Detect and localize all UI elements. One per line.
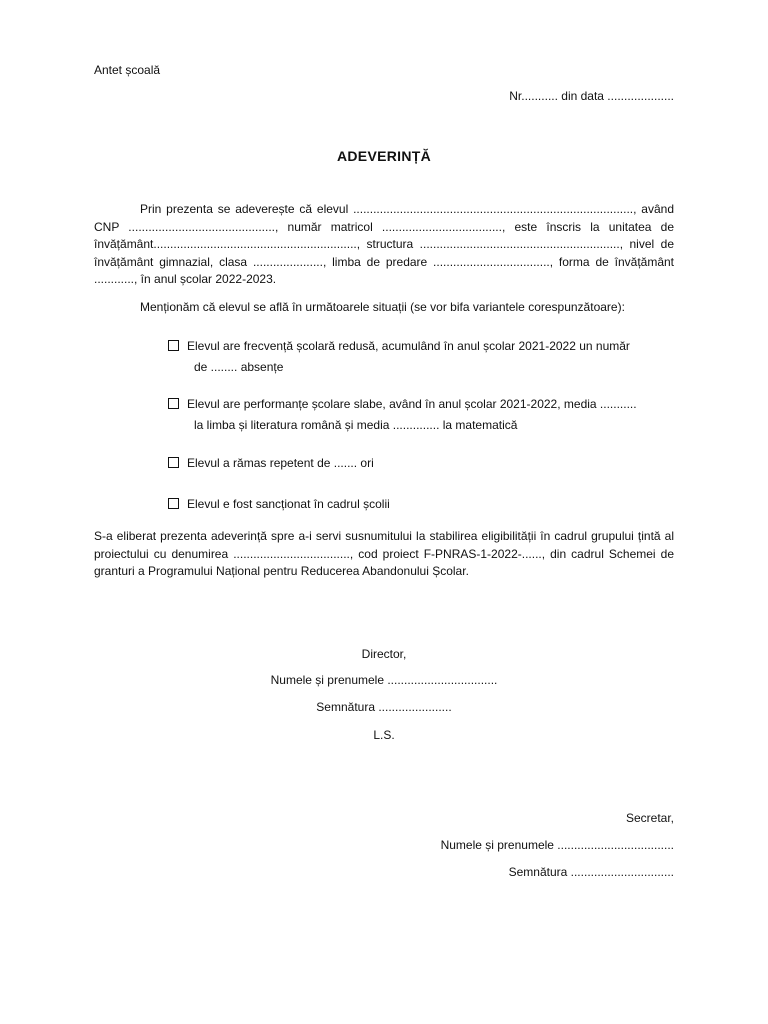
school-header: Antet școală	[94, 63, 161, 77]
checkbox-icon[interactable]	[168, 498, 179, 509]
director-title: Director,	[361, 647, 407, 661]
checkbox-label: Elevul a rămas repetent de ....... ori	[187, 456, 374, 470]
seal-placeholder: L.S.	[373, 728, 395, 742]
closing-paragraph: S-a eliberat prezenta adeverință spre a-i servi susnumitului la stabilirea eligibilității în cadrul grupului țintă al proiectului cu denumirea ..................................., cod proiect F-PNRAS-1-2022-......, din cadrul Schemei de granturi a Programului Național pentru Reducerea Abandonului Școlar.	[94, 529, 674, 578]
checkbox-icon[interactable]	[168, 457, 179, 468]
checkbox-label: Elevul are frecvență școlară redusă, acumulând în anul școlar 2021-2022 un număr	[187, 339, 630, 353]
director-signature-line: Semnătura ......................	[316, 700, 452, 714]
secretary-name-line: Numele și prenumele ...................................	[440, 838, 674, 852]
number-date-line: Nr........... din data ....................	[509, 89, 674, 103]
checkbox-icon[interactable]	[168, 398, 179, 409]
intro-paragraph: Prin prezenta se adeverește că elevul ...................................................................................., având CNP ............................................, număr matricol ...................................., este înscris la unitatea de învățământ............................................................., structura ............................................................, nivel de învățământ gimnazial, clasa ....................., limba de predare ..................................., forma de învățământ ............, în anul școlar 2022-2023.	[94, 202, 674, 286]
checkbox-label-continuation: la limba și literatura română și media .............. la matematică	[194, 418, 518, 432]
checkbox-label: Elevul are performanțe școlare slabe, având în anul școlar 2021-2022, media ...........	[187, 397, 637, 411]
situation-checkbox-sanction[interactable]	[168, 494, 674, 515]
mention-line: Menționăm că elevul se află în următoarele situații (se vor bifa variantele corespunzătoare):	[140, 300, 625, 314]
situation-checkbox-repeater[interactable]	[168, 453, 674, 474]
situation-checkbox-absences[interactable]	[168, 336, 674, 378]
checkbox-icon[interactable]	[168, 340, 179, 351]
checkbox-label: Elevul e fost sancționat în cadrul școlii	[187, 497, 390, 511]
document-title: ADEVERINȚĂ	[336, 148, 431, 164]
checkbox-label-continuation: de ........ absențe	[194, 360, 284, 374]
director-name-line: Numele și prenumele .................................	[270, 673, 498, 687]
situation-checkbox-performance[interactable]	[168, 394, 674, 436]
secretary-signature-line: Semnătura ...............................	[508, 865, 674, 879]
secretary-title: Secretar,	[625, 811, 674, 825]
